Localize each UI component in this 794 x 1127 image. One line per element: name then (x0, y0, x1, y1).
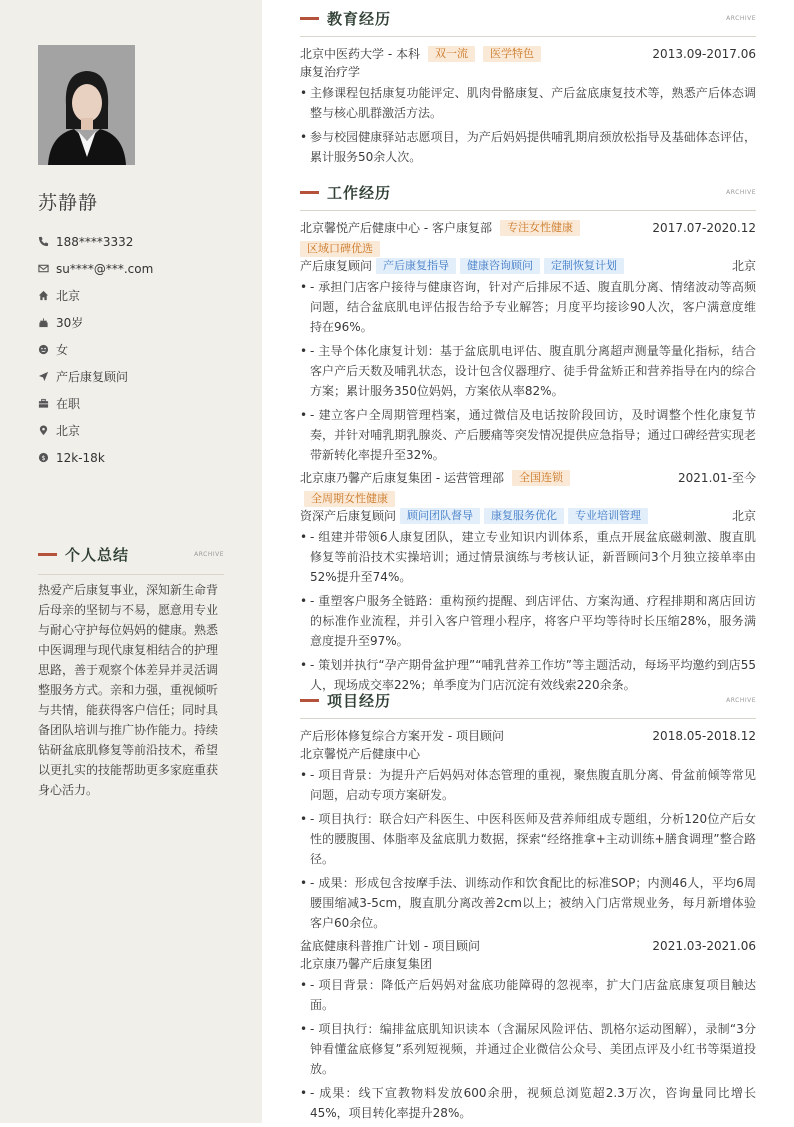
section-accent-bar (38, 553, 57, 556)
job-date: 2017.07-2020.12 (652, 221, 756, 235)
list-item: • 参与校园健康驿站志愿项目，为产后妈妈提供哺乳期肩颈放松指导及基础体态评估，累计服务50余人次。 (300, 127, 756, 167)
summary-header (38, 544, 224, 575)
mail-icon (38, 263, 56, 274)
contact-salary-text: 12k-18k (56, 450, 105, 465)
school-name: 北京中医药大学 - 本科 (300, 47, 420, 61)
summary-text: 热爱产后康复事业，深知新生命背后母亲的坚韧与不易，愿意用专业与耐心守护每位妈妈的健康。熟悉中医调理与现代康复相结合的护理思路，善于观察个体差异并灵活调整服务方式。亲和力强，重视倾听与共情，能获得客户信任；同时具备团队培训与推广协作能力。持续钻研盆底肌修复等前沿技术，希望以更扎实的技能帮助更多家庭重获身心活力。 (38, 583, 219, 797)
contact-city-text: 北京 (56, 289, 81, 303)
education-archive-label: ARCHIVE (726, 15, 756, 22)
education-header (300, 8, 756, 37)
project-name: 产后形体修复综合方案开发 - 项目顾问 (300, 729, 504, 743)
role-tag: 专业培训管理 (568, 508, 648, 524)
list-item: • - 项目背景：为提升产后妈妈对体态管理的重视，聚焦腹直肌分离、骨盆前倾等常见问题，启动专项方案研发。 (300, 765, 756, 805)
contact-city (38, 282, 153, 309)
job-city: 北京 (731, 259, 756, 273)
company-tag: 区域口碑优选 (300, 241, 380, 257)
contact-phone-text: 188****3332 (56, 234, 134, 249)
contact-age (38, 309, 153, 336)
summary-archive-label: ARCHIVE (194, 551, 224, 558)
work-header (300, 182, 756, 211)
education-title: 教育经历 (327, 10, 392, 28)
projects-archive-label: ARCHIVE (726, 697, 756, 704)
profile-photo (38, 45, 135, 165)
list-item: • - 项目执行：编排盆底肌知识读本（含漏尿风险评估、凯格尔运动图解），录制“3分钟看懂盆底修复”系列短视频，并通过企业微信公众号、美团点评及小红书等渠道投放。 (300, 1019, 756, 1079)
contact-list (38, 228, 153, 471)
job-company: 北京康乃馨产后康复集团 - 运营管理部 (300, 471, 504, 485)
education-section (300, 8, 756, 171)
project-date: 2018.05-2018.12 (652, 729, 756, 743)
salary-icon (38, 452, 56, 463)
company-tag: 全周期女性健康 (304, 491, 395, 507)
main-content (262, 0, 794, 1123)
major-text: 康复治疗学 (300, 65, 361, 79)
list-item: • - 项目执行：联合妇产科医生、中医科医师及营养师组成专题组，分析120位产后女性的腰腹围、体脂率及盆底肌力数据，探索“经络推拿+主动训练+膳食调理”整合路径。 (300, 809, 756, 869)
education-major (300, 63, 756, 81)
summary-title: 个人总结 (65, 546, 130, 564)
list-item: • - 项目背景：降低产后妈妈对盆底功能障碍的忽视率，扩大门店盆底康复项目触达面。 (300, 975, 756, 1015)
contact-salary (38, 444, 153, 471)
contact-age-text: 30岁 (56, 316, 84, 330)
phone-icon (38, 236, 56, 247)
job-row (300, 469, 756, 507)
job-company: 北京馨悦产后健康中心 - 客户康复部 (300, 221, 492, 235)
home-icon (38, 290, 56, 301)
contact-gender (38, 336, 153, 363)
section-accent-bar (300, 17, 319, 20)
contact-location-text: 北京 (56, 424, 81, 438)
contact-phone (38, 228, 153, 255)
work-archive-label: ARCHIVE (726, 189, 756, 196)
project-org (300, 745, 756, 763)
briefcase-icon (38, 398, 56, 409)
project-bullets (300, 765, 756, 933)
list-item: • - 成果：线下宣教物料发放600余册，视频总浏览超2.3万次，咨询量同比增长45%，项目转化率提升28%。 (300, 1083, 756, 1123)
project-org-text: 北京馨悦产后健康中心 (300, 747, 421, 761)
job-role: 产后康复顾问 (300, 259, 373, 273)
job-date: 2021.01-至今 (678, 471, 756, 485)
project-date: 2021.03-2021.06 (652, 939, 756, 953)
list-item: • - 策划并执行“孕产期骨盆护理”“哺乳营养工作坊”等主题活动，每场平均邀约到店55人，现场成交率22%；单季度为门店沉淀有效线索220余条。 (300, 655, 756, 695)
education-date: 2013.09-2017.06 (652, 47, 756, 61)
list-item: • 主修课程包括康复功能评定、肌肉骨骼康复、产后盆底康复技术等，熟悉产后体态调整与核心肌群激活方法。 (300, 83, 756, 123)
education-bullets (300, 83, 756, 167)
location-pin-icon (38, 425, 56, 436)
job-role-row (300, 507, 756, 525)
contact-status-text: 在职 (56, 397, 81, 411)
school-tag: 双一流 (428, 46, 475, 62)
projects-header (300, 690, 756, 719)
list-item: • - 主导个体化康复计划：基于盆底肌电评估、腹直肌分离超声测量等量化指标，结合客户产后天数及哺乳状态，设计包含仪器理疗、徒手骨盆矫正和营养指导在内的综合方案；累计服务350位妈妈，方案依从率82%。 (300, 341, 756, 401)
work-section (300, 182, 756, 699)
role-tag: 定制恢复计划 (544, 258, 624, 274)
project-name: 盆底健康科普推广计划 - 项目顾问 (300, 939, 480, 953)
project-org-text: 北京康乃馨产后康复集团 (300, 957, 433, 971)
project-bullets (300, 975, 756, 1123)
projects-title: 项目经历 (327, 692, 392, 710)
project-row (300, 727, 756, 745)
cake-icon (38, 317, 56, 328)
contact-target-role-text: 产后康复顾问 (56, 370, 129, 384)
project-row (300, 937, 756, 955)
gender-icon (38, 344, 56, 355)
send-icon (38, 371, 56, 382)
candidate-name: 苏静静 (38, 192, 99, 214)
job-role-row (300, 257, 756, 275)
education-row (300, 45, 756, 63)
contact-gender-text: 女 (56, 343, 69, 357)
project-org (300, 955, 756, 973)
job-bullets (300, 527, 756, 695)
school-tag: 医学特色 (483, 46, 541, 62)
job-bullets (300, 277, 756, 465)
role-tag: 产后康复指导 (376, 258, 456, 274)
contact-location (38, 417, 153, 444)
company-tag: 全国连锁 (512, 470, 570, 486)
job-row (300, 219, 756, 257)
company-tag: 专注女性健康 (500, 220, 580, 236)
contact-status (38, 390, 153, 417)
contact-email (38, 255, 153, 282)
role-tag: 康复服务优化 (484, 508, 564, 524)
section-accent-bar (300, 699, 319, 702)
list-item: • - 承担门店客户接待与健康咨询，针对产后排尿不适、腹直肌分离、情绪波动等高频问题，结合盆底肌电评估报告给予专业解答；月度平均接诊90人次，客户满意度维持在96%。 (300, 277, 756, 337)
projects-section (300, 690, 756, 1127)
role-tag: 顾问团队督导 (400, 508, 480, 524)
job-role: 资深产后康复顾问 (300, 509, 397, 523)
list-item: • - 组建并带领6人康复团队，建立专业知识内训体系，重点开展盆底磁刺激、腹直肌修复等前沿技术实操培训；通过情景演练与考核认证，新晋顾问3个月独立接单率由52%提升至74%。 (300, 527, 756, 587)
list-item: • - 重塑客户服务全链路：重构预约提醒、到店评估、方案沟通、疗程排期和离店回访的标准作业流程，并引入客户管理小程序，将客户平均等待时长压缩28%，服务满意度提升至97%。 (300, 591, 756, 651)
work-title: 工作经历 (327, 184, 392, 202)
job-city: 北京 (731, 509, 756, 523)
role-tag: 健康咨询顾问 (460, 258, 540, 274)
svg-text:$: $ (41, 453, 46, 462)
sidebar (0, 0, 262, 1123)
list-item: • - 建立客户全周期管理档案，通过微信及电话按阶段回访，及时调整个性化康复节奏，并针对哺乳期乳腺炎、产后腰痛等突发情况提供应急指导；通过口碑经营实现老带新转化率提升至32%。 (300, 405, 756, 465)
contact-target-role (38, 363, 153, 390)
contact-email-text: su****@***.com (56, 261, 154, 276)
section-accent-bar (300, 191, 319, 194)
list-item: • - 成果：形成包含按摩手法、训练动作和饮食配比的标准SOP；内测46人，平均6周腰围缩减3-5cm，腹直肌分离改善2cm以上；被纳入门店常规业务，每月新增体验客户60余位。 (300, 873, 756, 933)
